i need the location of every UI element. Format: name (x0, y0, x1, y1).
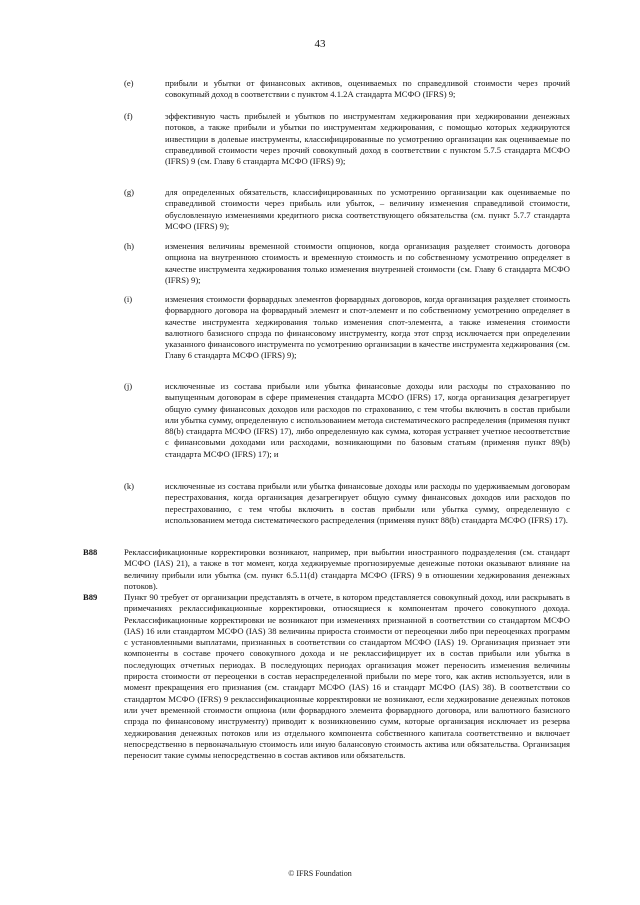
list-item-f (124, 111, 570, 167)
list-item-g (124, 187, 570, 232)
list-item-i (124, 294, 570, 362)
list-item-text: исключенные из состава прибыли или убытка финансовые доходы или расходы по страхованию по выпущенным договорам в сфере применения стандарта МСФО (IFRS) 17, когда организация дезагрегирует общую сумму финансовых доходов или расходов по страхованию, с тем чтобы включить в состав прибыли или убытка сумму, определенную с использованием метода систематического распределения (применяя пункт 88(b) стандарта МСФО (IFRS) 17), либо определенную как сумма, которая устраняет учетное несоответствие с финансовыми доходами или расходами, возникающими по базовым статьям (применяя пункт 89(b) стандарта МСФО (IFRS) 17); и (165, 381, 570, 459)
page-number: 43 (314, 38, 326, 50)
paragraph-label: B89 (83, 592, 98, 602)
paragraph-b89 (83, 592, 570, 761)
list-item-label: (e) (124, 78, 134, 88)
list-item-label: (f) (124, 111, 133, 121)
list-item-text: эффективную часть прибылей и убытков по инструментам хеджирования при хеджировании денежных потоков, а также прибыли и убытки по инструментам хеджирования, с помощью которых хеджируются инвестиции в долевые инструменты, классифицированные по усмотрению организации как оцениваемые по справедливой стоимости через прочий совокупный доход в соответствии с пунктом 5.7.5 стандарта МСФО (IFRS) 9 (см. Главу 6 стандарта МСФО (IFRS) 9); (165, 111, 570, 167)
list-item-label: (g) (124, 187, 135, 197)
list-item-text: прибыли и убытки от финансовых активов, оцениваемых по справедливой стоимости через прочий совокупный доход в соответствии с пунктом 4.1.2А стандарта МСФО (IFRS) 9; (165, 78, 570, 100)
list-item-text: для определенных обязательств, классифицированных по усмотрению организации как оцениваемые по справедливой стоимости через прибыль или убыток, – величину изменения справедливой стоимости, обусловленную изменениями кредитного риска соответствующего обязательства (см. пункт 5.7.7 стандарта МСФО (IFRS) 9); (165, 187, 570, 231)
list-item-k (124, 481, 570, 526)
list-item-text: изменения стоимости форвардных элементов форвардных договоров, когда организация разделяет стоимость форвардного договора на форвардный элемент и спот-элемент и по собственному усмотрению определяет в качестве инструмента хеджирования только изменения спот-элемента, а также изменения стоимости валютного базисного спрэда по финансовому инструменту, когда этот спрэд исключается при определении указанного финансового инструмента по усмотрению организации в качестве инструмента хеджирования (см. Главу 6 стандарта МСФО (IFRS) 9); (165, 294, 570, 361)
paragraph-label: B88 (83, 547, 98, 557)
list-item-e (124, 78, 570, 101)
list-item-label: (h) (124, 241, 135, 251)
list-item-label: (k) (124, 481, 135, 491)
list-item-h (124, 241, 570, 286)
paragraph-text: Пункт 90 требует от организации представлять в отчете, в котором представляется совокупный доход, или раскрывать в примечаниях реклассификационные корректировки, относящиеся к компонентам прочего совокупного дохода. Реклассификационные корректировки не возникают при изменениях признанной в соответствии со стандартом МСФО (IAS) 16 или стандартом МСФО (IAS) 38 величины прироста стоимости от переоценки либо при переоценках программ с установленными выплатами, признанных в соответствии со стандартом МСФО (IAS) 19. Организация признает эти компоненты в составе прочего совокупного дохода и не реклассифицирует их в состав прибыли или убытка в последующих отчетных периодах. В последующих периодах организация может переносить изменения величины прироста стоимости от переоценки в состав нераспределенной прибыли по мере того, как актив используется, или в момент прекращения его признания (см. стандарт МСФО (IAS) 16 и стандарт МСФО (IAS) 38). В соответствии со стандартом МСФО (IFRS) 9 реклассификационные корректировки не возникают, если хеджирование денежных потоков или учет временной стоимости опциона (или форвардного элемента форвардного договора, или валютного базисного спрэда по финансовому инструменту) приводит к возникновению сумм, которые организация исключает из резерва хеджирования денежных потоков или из отдельного компонента собственного капитала соответственно и включает непосредственно в первоначальную стоимость или иную балансовую стоимость актива или обязательства. Организация переносит такие суммы непосредственно в состав активов или обязательств. (124, 592, 570, 761)
paragraph-b88 (83, 547, 570, 592)
list-item-label: (j) (124, 381, 133, 391)
list-item-text: изменения величины временной стоимости опционов, когда организация разделяет стоимость договора опциона на внутреннюю стоимость и временную стоимость и по собственному усмотрению определяет в качестве инструмента хеджирования только изменения внутренней стоимости (см. Главу 6 стандарта МСФО (IFRS) 9); (165, 241, 570, 285)
list-item-j (124, 381, 570, 460)
paragraph-text: Реклассификационные корректировки возникают, например, при выбытии иностранного подразделения (см. стандарт МСФО (IAS) 21), а также в тот момент, когда хеджируемые прогнозируемые денежные потоки оказывают влияние на величину прибыли или убытка (см. пункт 6.5.11(d) стандарта МСФО (IFRS) 9 в отношении хеджирования денежных потоков). (124, 547, 570, 591)
list-item-label: (i) (124, 294, 133, 304)
copyright-footer: © IFRS Foundation (288, 869, 352, 878)
list-item-text: исключенные из состава прибыли или убытка финансовые доходы или расходы по удерживаемым договорам перестрахования, когда организация дезагрегирует общую сумму финансовых доходов или расходов по перестрахованию, с тем чтобы включить в состав прибыли или убытка сумму, определенную с использованием метода систематического распределения (применяя пункт 88(b) стандарта МСФО (IFRS) 17). (165, 481, 570, 525)
